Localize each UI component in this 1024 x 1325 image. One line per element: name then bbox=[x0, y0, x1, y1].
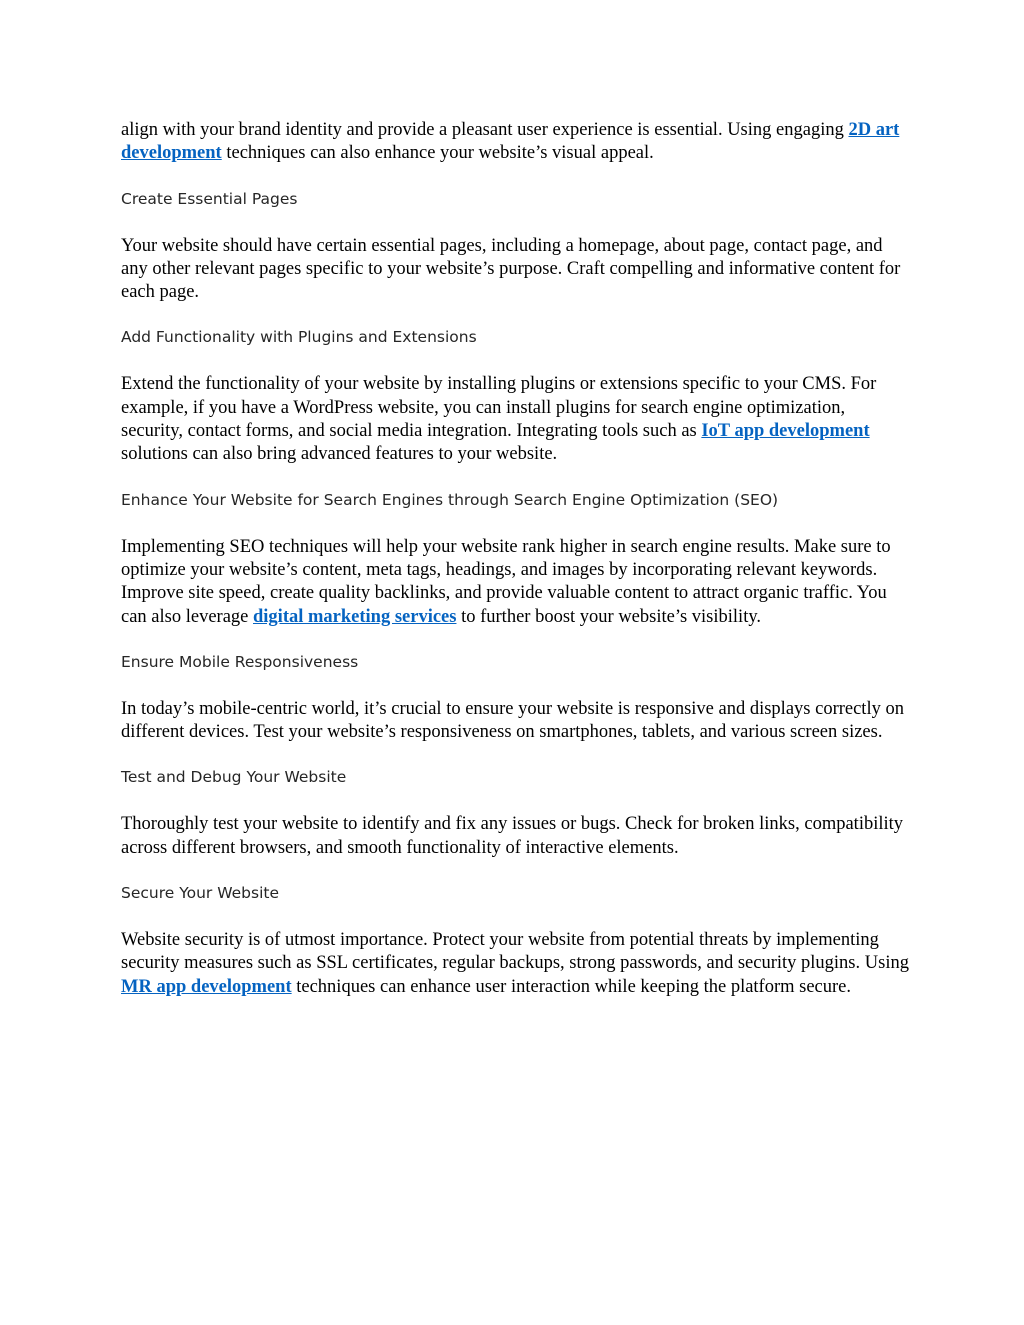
document-page bbox=[121, 119, 911, 999]
functionality-paragraph bbox=[121, 373, 911, 466]
iot-app-development-link[interactable]: IoT app development bbox=[701, 421, 870, 442]
seo-text-part-2: to further boost your website’s visibility. bbox=[456, 606, 762, 627]
test-debug-paragraph bbox=[121, 813, 911, 860]
security-text-part-2: techniques can enhance user interaction while keeping the platform secure. bbox=[291, 976, 852, 997]
mobile-text: In today’s mobile-centric world, it’s crucial to ensure your website is responsive and displays correctly on different devices. Test your website’s responsiveness on smartphones, tablets, and various screen sizes. bbox=[121, 698, 904, 743]
security-paragraph bbox=[121, 929, 911, 999]
heading-seo: Enhance Your Website for Search Engines through Search Engine Optimization (SEO) bbox=[121, 490, 779, 509]
seo-paragraph bbox=[121, 536, 911, 629]
heading-secure-website: Secure Your Website bbox=[121, 884, 280, 903]
intro-text-part-1: align with your brand identity and provide a pleasant user experience is essential. Using engaging bbox=[121, 120, 849, 140]
heading-test-and-debug: Test and Debug Your Website bbox=[121, 768, 347, 787]
mobile-paragraph bbox=[121, 698, 911, 745]
functionality-text-part-2: solutions can also bring advanced features to your website. bbox=[121, 444, 558, 465]
functionality-text-part-1: Extend the functionality of your website by installing plugins or extensions specific to your CMS. For example, if you have a WordPress website, you can install plugins for search engine optimization, security, contact forms, and social media integration. Integrating tools such as bbox=[121, 374, 877, 442]
intro-paragraph bbox=[121, 119, 911, 166]
essential-pages-text: Your website should have certain essential pages, including a homepage, about page, contact page, and any other relevant pages specific to your website’s purpose. Craft compelling and informative content for each page. bbox=[121, 235, 901, 303]
test-debug-text: Thoroughly test your website to identify and fix any issues or bugs. Check for broken links, compatibility across different browsers, and smooth functionality of interactive elements. bbox=[121, 814, 904, 858]
2d-art-development-link[interactable]: 2D art development bbox=[121, 120, 900, 164]
heading-mobile-responsiveness: Ensure Mobile Responsiveness bbox=[121, 652, 359, 671]
digital-marketing-services-link[interactable]: digital marketing services bbox=[253, 606, 457, 627]
heading-create-essential-pages: Create Essential Pages bbox=[121, 189, 298, 208]
security-text-part-1: Website security is of utmost importance. Protect your website from potential threats by implementing security measures such as SSL certificates, regular backups, strong passwords, and security plugins. Using bbox=[121, 930, 909, 974]
mr-app-development-link[interactable]: MR app development bbox=[121, 976, 292, 997]
seo-text-part-1: Implementing SEO techniques will help your website rank higher in search engine results. Make sure to optimize your website’s content, meta tags, headings, and images by incorporating relevant keywords. Improve site speed, create quality backlinks, and provide valuable content to attract organic traffic. You can also leverage bbox=[121, 536, 891, 627]
essential-pages-paragraph bbox=[121, 235, 911, 305]
intro-text-part-2: techniques can also enhance your website’s visual appeal. bbox=[221, 143, 654, 164]
heading-add-functionality: Add Functionality with Plugins and Extensions bbox=[121, 328, 477, 347]
